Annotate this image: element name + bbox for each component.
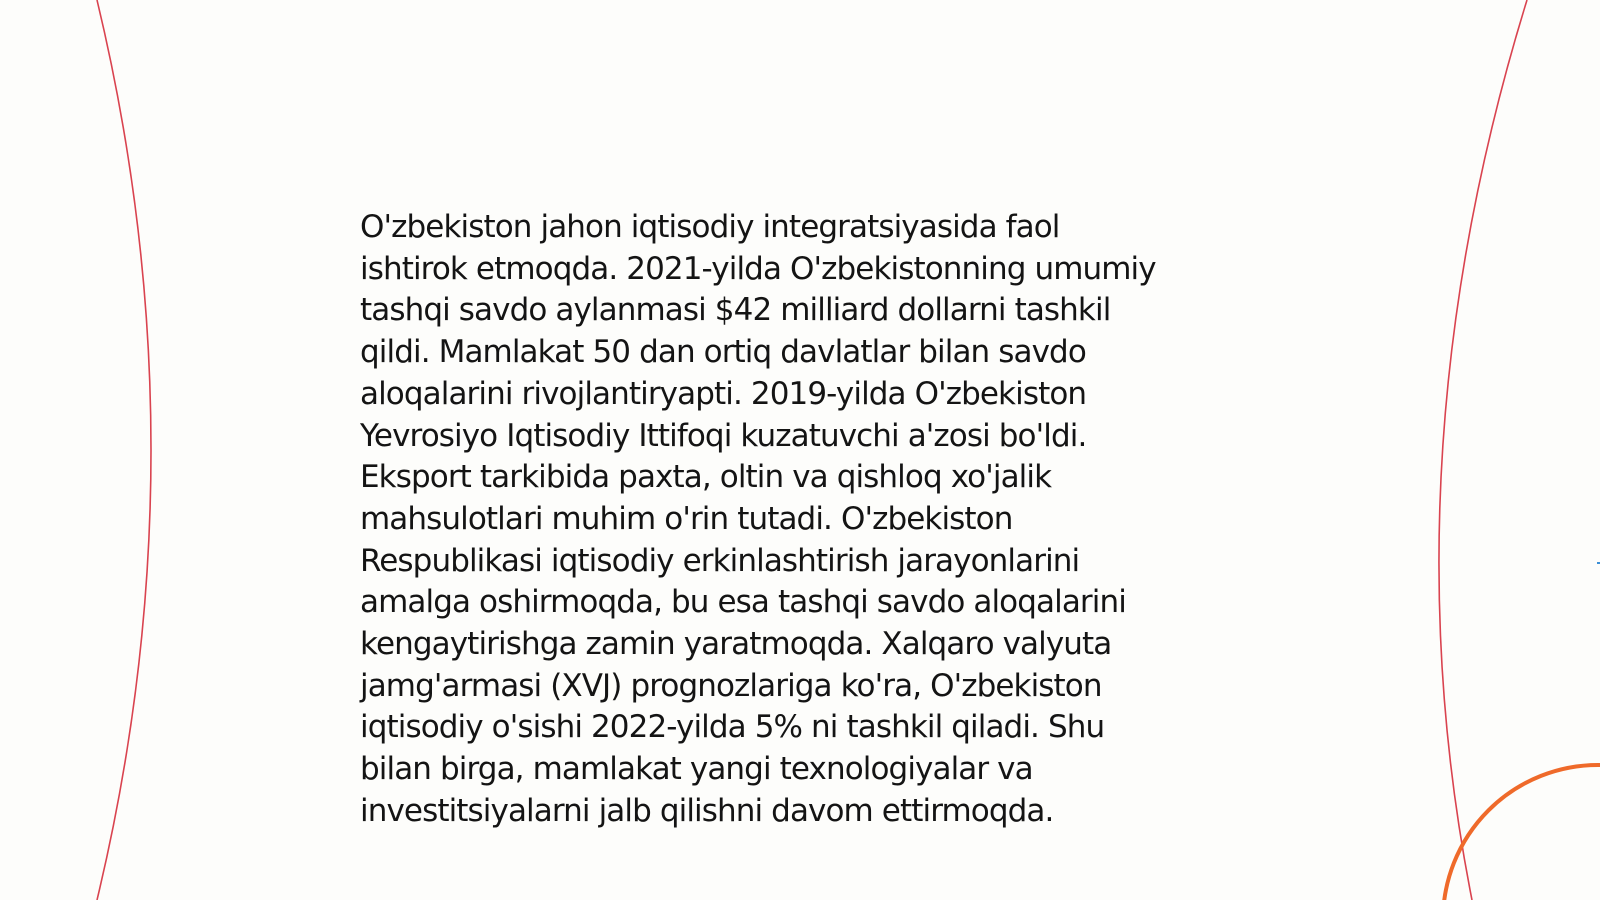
left-arc-decoration (97, 0, 151, 900)
right-arc-decoration (1439, 0, 1527, 900)
corner-circle-decoration (1443, 765, 1600, 900)
body-paragraph: O'zbekiston jahon iqtisodiy integratsiyasida faol ishtirok etmoqda. 2021-yilda O'zbekistonning umumiy tashqi savdo aylanmasi $42 milliard dollarni tashkil qildi. Mamlakat 50 dan ortiq davlatlar bilan savdo aloqalarini rivojlantiryapti. 2019-yilda O'zbekiston Yevrosiyo Iqtisodiy Ittifoqi kuzatuvchi a'zosi bo'ldi. Eksport tarkibida paxta, oltin va qishloq xo'jalik mahsulotlari muhim o'rin tutadi. O'zbekiston Respublikasi iqtisodiy erkinlashtirish jarayonlarini amalga oshirmoqda, bu esa tashqi savdo aloqalarini kengaytirishga zamin yaratmoqda. Xalqaro valyuta jamg'armasi (XVJ) prognozlariga ko'ra, O'zbekiston iqtisodiy o'sishi 2022-yilda 5% ni tashkil qiladi. Shu bilan birga, mamlakat yangi texnologiyalar va investitsiyalarni jalb qilishni davom ettirmoqda. (360, 209, 1156, 829)
